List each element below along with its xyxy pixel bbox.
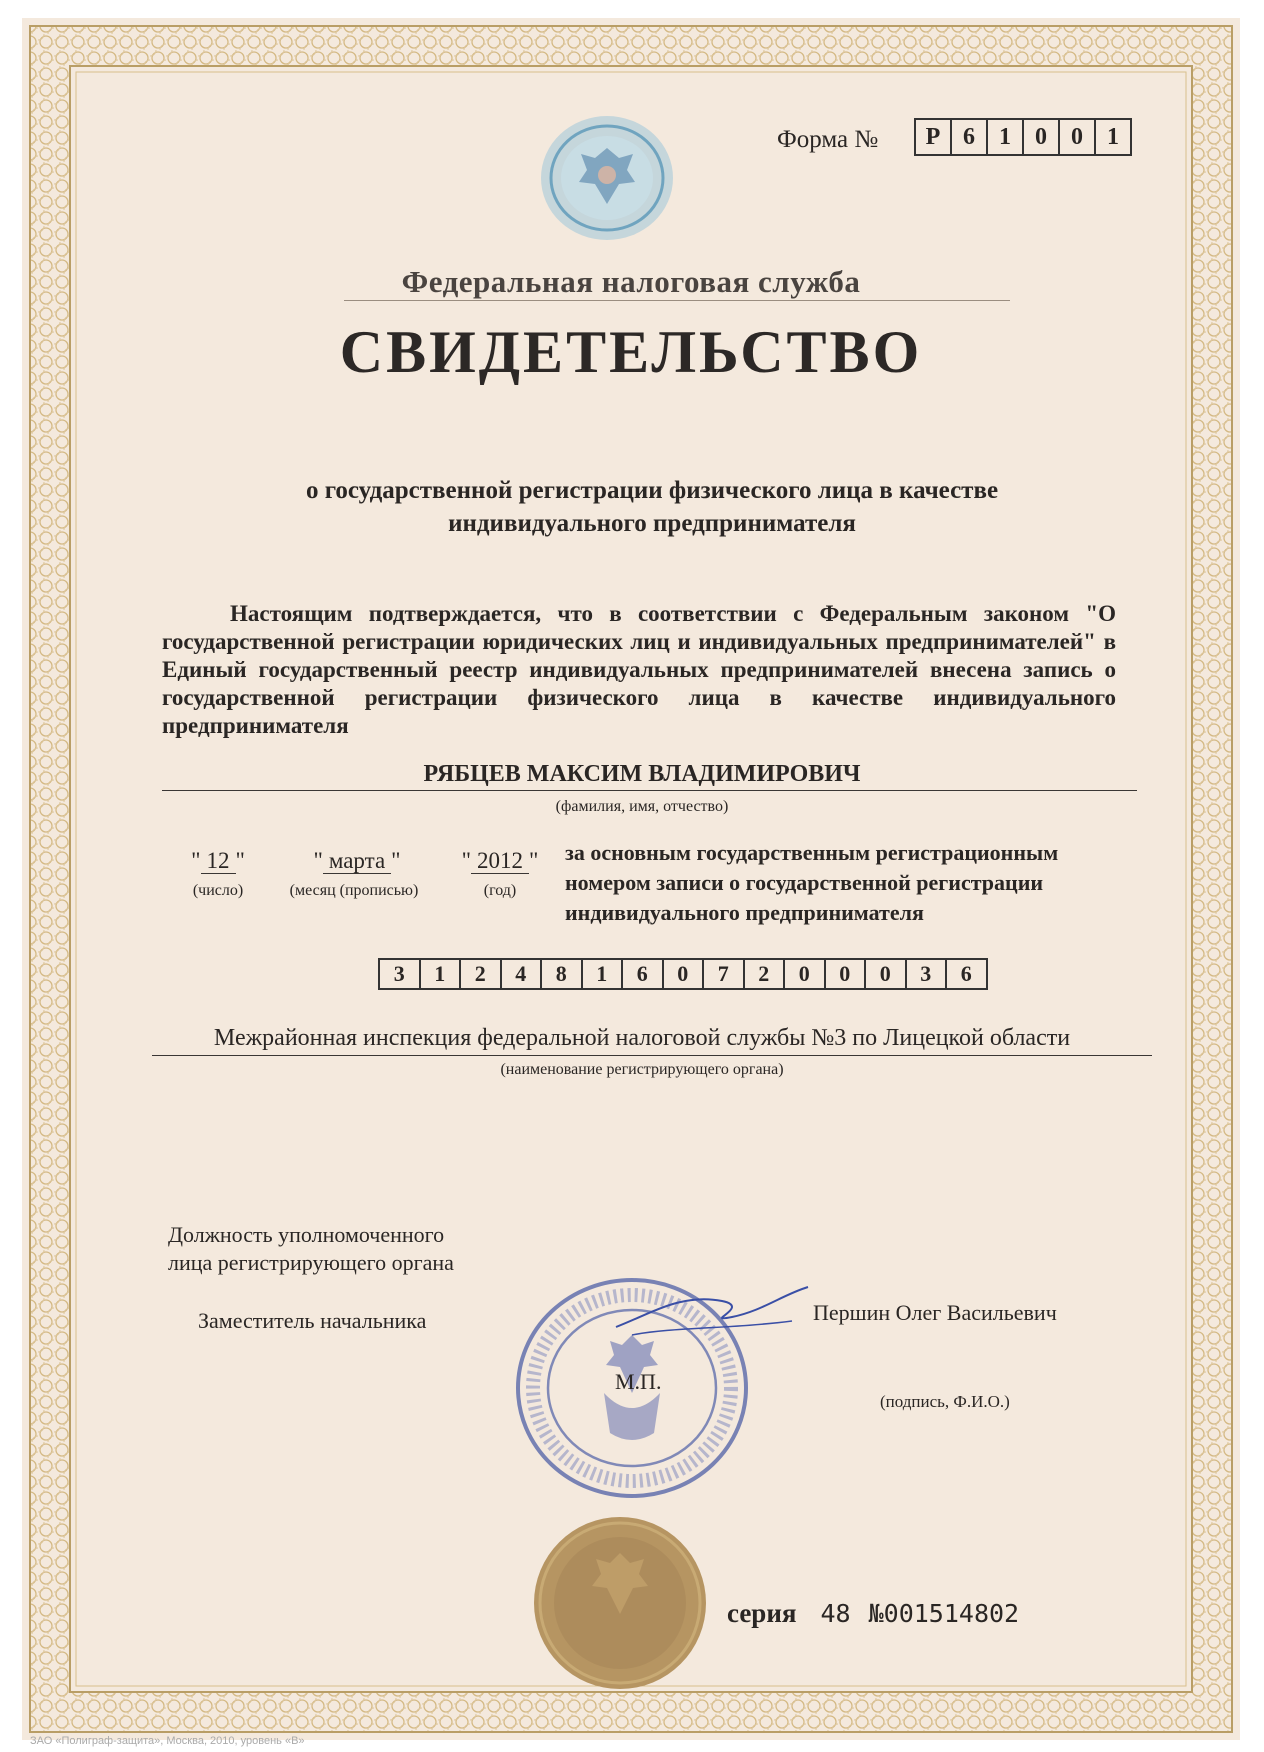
serial-number: №001514802 [868,1599,1020,1628]
registration-month: " марта " [313,848,401,873]
person-name-caption: (фамилия, имя, отчество) [555,798,729,815]
month-caption: (месяц (прописью) [289,882,419,899]
record-text-line: индивидуального предпринимателя [565,900,924,925]
registration-month-value: марта [323,848,391,874]
record-text-line: номером записи о государственной регистрации [565,870,1044,895]
document-subtitle [252,474,1052,540]
position-label-line: Должность уполномоченного [168,1222,445,1247]
authority-underline [152,1055,1152,1056]
series-label: серия [727,1598,797,1628]
person-name-underline [162,790,1137,791]
day-caption: (число) [192,882,244,899]
agency-name: Федеральная налоговая служба [401,264,861,299]
form-code-char: 0 [1024,120,1060,154]
certificate-sheet [22,18,1240,1740]
ogrnip-digit: 0 [785,960,826,988]
document-title: СВИДЕТЕЛЬСТВО [339,319,923,385]
official-position-label [168,1221,454,1277]
registration-day: " 12 " [191,848,245,873]
series-value: 48 [820,1599,851,1628]
year-caption: (год) [483,882,517,899]
person-full-name: РЯБЦЕВ МАКСИМ ВЛАДИМИРОВИЧ [423,761,861,787]
form-code-char: 1 [988,120,1024,154]
ogrnip-digit: 1 [583,960,624,988]
signature-caption: (подпись, Ф.И.О.) [880,1392,1010,1411]
handwritten-signature-icon [612,1283,812,1343]
registration-day-value: 12 [201,848,236,874]
stamp-label: М.П. [615,1369,662,1394]
confirmation-paragraph: Настоящим подтверждается, что в соответствии с Федеральным законом "О государственной регистрации юридических лиц и индивидуальных предпринимателей" в Единый государственный реестр индивидуальных предпринимателей внесена запись о государственной регистрации физического лица в качестве индивидуального предпринимателя [162,601,1116,738]
ogrnip-digit: 0 [866,960,907,988]
registering-authority-name: Межрайонная инспекция федеральной налоговой службы №3 по Лицецкой области [213,1025,1071,1051]
authority-caption: (наименование регистрирующего органа) [500,1061,784,1078]
ogrnip-digit: 7 [704,960,745,988]
gold-foil-seal-icon [530,1513,710,1693]
registration-year-value: 2012 [471,848,529,874]
ogrnip-digit: 6 [623,960,664,988]
ogrnip-digit: 1 [421,960,462,988]
form-code-char: 0 [1060,120,1096,154]
ogrnip-digit: 0 [826,960,867,988]
subtitle-line: индивидуального предпринимателя [448,510,856,537]
record-description [565,838,1125,928]
ogrnip-digit: 2 [461,960,502,988]
registration-year: " 2012 " [461,848,539,873]
ogrnip-digit: 0 [664,960,705,988]
printer-imprint: ЗАО «Полиграф-защита», Москва, 2010, уровень «В» [30,1735,305,1747]
signer-name: Першин Олег Васильевич [813,1300,1057,1325]
form-code-char: Р [916,120,952,154]
ogrnip-digit: 3 [907,960,948,988]
form-number-boxes [914,118,1132,156]
position-label-line: лица регистрирующего органа [168,1250,454,1275]
hologram-emblem-icon [537,113,677,243]
ogrnip-digit: 2 [745,960,786,988]
ogrnip-number-boxes [378,958,988,990]
subtitle-line: о государственной регистрации физического лица в качестве [305,477,999,504]
ogrnip-digit: 4 [502,960,543,988]
ogrnip-digit: 6 [960,961,972,986]
form-code-char: 6 [952,120,988,154]
agency-underline [344,300,1010,301]
series-number [727,1598,1019,1629]
form-code-char: 1 [1107,124,1119,150]
ogrnip-digit: 3 [380,960,421,988]
record-text-line: за основным государственным регистрационным [565,840,1059,865]
ogrnip-digit: 8 [542,960,583,988]
official-position-value: Заместитель начальника [198,1308,427,1333]
form-number-label: Форма № [777,126,879,153]
